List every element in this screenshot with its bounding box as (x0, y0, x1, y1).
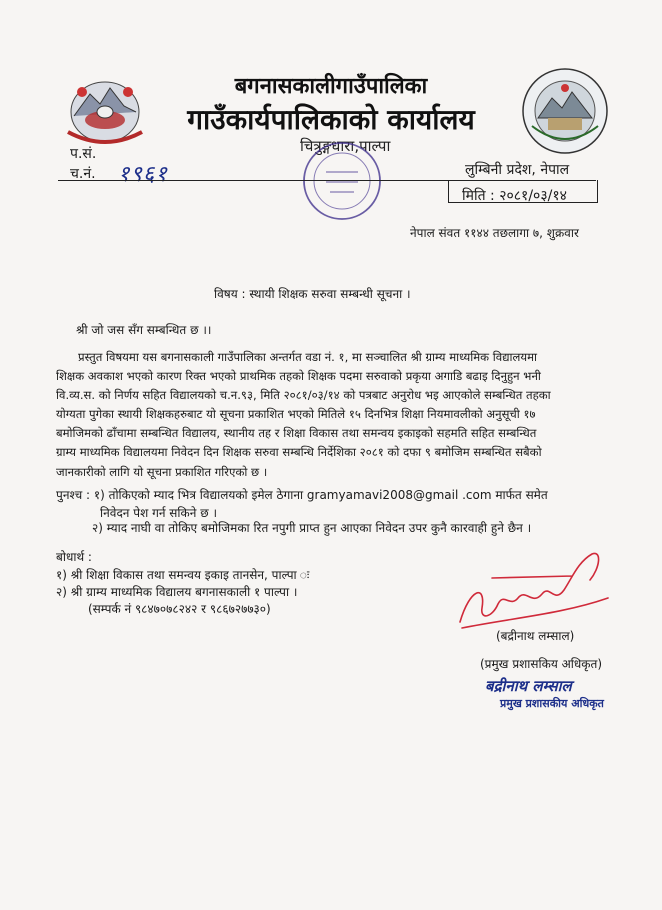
bodharth-label: बोधार्थ : (56, 550, 92, 564)
handwritten-signature-icon (452, 548, 612, 634)
postscript-2: २) म्याद नाघी वा तोकिए बमोजिमका रित नपुगी प्राप्त हुन आएका निवेदन उपर कुनै कारवाही हुने छैन । (92, 521, 532, 535)
signatory-name: (बद्रीनाथ लम्साल) (496, 629, 575, 643)
notice-paragraph (56, 348, 602, 482)
postscript-1-continued: निवेदन पेश गर्न सकिने छ । (100, 506, 217, 520)
nepal-samvat-date: नेपाल संवत ११४४ तछलागा ७, शुक्रवार (410, 226, 579, 240)
signatory-title: (प्रमुख प्रशासकिय अधिकृत) (480, 657, 603, 671)
paragraph-line: प्रस्तुत विषयमा यस बगनासकाली गाउँपालिका अन्तर्गत वडा नं. १, मा सञ्चालित श्री ग्राम्य माध्यमिक विद्यालयमा (78, 350, 538, 364)
postscript-1: पुनश्च : १) तोकिएको म्याद भित्र विद्यालयको इमेल ठेगाना gramyamavi2008@gmail .com मार्फत समेत (56, 488, 548, 502)
municipality-name: बगनासकालीगाउँपालिका (234, 73, 428, 99)
chalani-number-value: १९६१ (118, 162, 168, 187)
paragraph-line: शिक्षक अवकाश भएको कारण रिक्त भएको प्राथमिक तहको शिक्षक पदमा सरुवाको प्रकृया अगाडि बढाइ दिनुहुन भनी (56, 369, 541, 384)
office-location: चित्रुङ्गधारा,पाल्पा (300, 137, 391, 155)
bodharth-contact: (सम्पर्क नं ९८४७०७८२४२ र ९८६७२७७३०) (88, 602, 271, 616)
bodharth-item-1: १) श्री शिक्षा विकास तथा समन्वय इकाइ तानसेन, पाल्पा ः (56, 568, 310, 582)
chalani-number-label: च.नं. (70, 166, 96, 182)
salutation: श्री जो जस सँग सम्बन्धित छ ।। (76, 323, 212, 337)
paragraph-line: बमोजिमको ढाँचामा सम्बन्धित विद्यालय, स्थानीय तह र शिक्षा विकास तथा समन्वय इकाइको सहमति सहित सम्बन्धित (56, 426, 537, 441)
paragraph-line: ग्राम्य माध्यमिक विद्यालयमा निवेदन दिन शिक्षक सरुवा सम्बन्धि निर्देशिका २०८१ को दफा ९ बमोजिम सम्बन्धित सबैको (56, 445, 542, 460)
province-name: लुम्बिनी प्रदेश, नेपाल (465, 162, 570, 178)
bodharth-item-2: २) श्री ग्राम्य माध्यमिक विद्यालय बगनासकाली १ पाल्पा । (56, 585, 298, 599)
patra-sankhya-label: प.सं. (70, 146, 97, 162)
paragraph-line: वि.व्य.स. को निर्णय सहित विद्यालयको च.न.९३, मिति २०८१/०३/१४ को पत्रबाट अनुरोध भइ आएकोले सम्बन्धित तहका (56, 388, 551, 403)
name-stamp: बद्रीनाथ लम्साल (485, 677, 572, 695)
letter-date: मिति : २०८१/०३/१४ (462, 188, 567, 204)
letter-subject: विषय : स्थायी शिक्षक सरुवा सम्बन्धी सूचना । (214, 287, 411, 301)
paragraph-line: योग्यता पुगेका स्थायी शिक्षकहरुबाट यो सूचना प्रकाशित भएको मितिले १५ दिनभित्र शिक्षा नियमावलीको अनुसूची १७ (56, 407, 536, 422)
paragraph-line: जानकारीको लागि यो सूचना प्रकाशित गरिएको छ । (56, 464, 268, 479)
title-stamp: प्रमुख प्रशासकीय अधिकृत (500, 697, 604, 710)
office-title: गाउँकार्यपालिकाको कार्यालय (187, 103, 475, 136)
